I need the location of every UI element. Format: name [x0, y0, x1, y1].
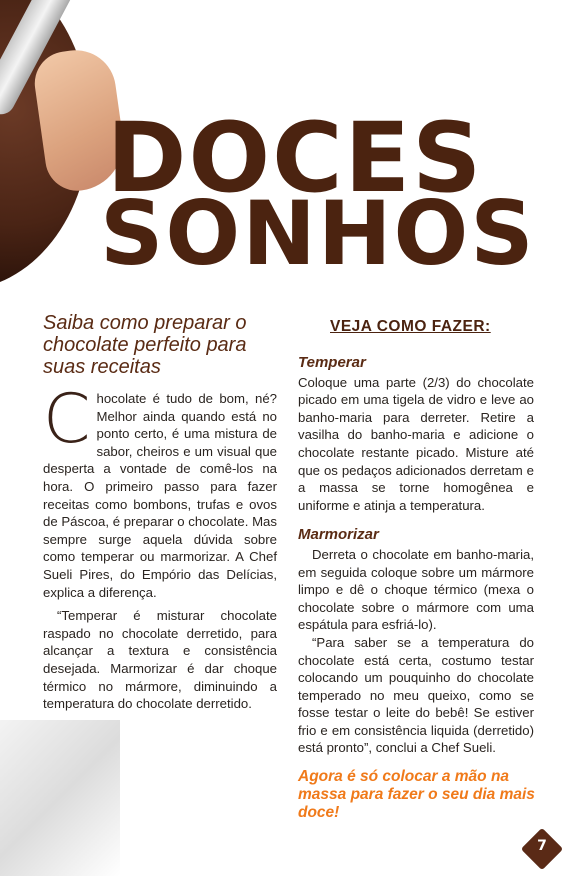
- howto-heading: VEJA COMO FAZER:: [330, 318, 491, 335]
- drop-cap: C: [43, 380, 91, 459]
- howto-column: [298, 354, 534, 769]
- page-number: 7: [537, 838, 547, 854]
- section-title-marmorizar: Marmorizar: [298, 526, 379, 544]
- section-text-marmorizar-1: Derreta o chocolate em banho-maria, em seguida coloque sobre um mármore limpo e dê o choque térmico (mexa o chocolate sobre o mármore com uma espátula para esfriá-lo).: [298, 546, 534, 633]
- intro-paragraph-2: “Temperar é misturar chocolate raspado no chocolate derretido, para alcançar a textura e consistência desejada. Marmorizar é dar choque térmico no mármore, diminuindo a temperatura do chocolate derretido.: [43, 608, 277, 712]
- section-text-marmorizar-2: “Para saber se a temperatura do chocolate está certa, costumo testar colocando um pouquinho do chocolate temperado no meu queixo, como se fosse testar o leite do bebê! Se estiver frio e em consistência liquida (derretido) está pronto”, conclui a Chef Sueli.: [298, 634, 534, 756]
- page-title-line1: DOCES: [106, 102, 484, 214]
- call-to-action: Agora é só colocar a mão na massa para fazer o seu dia mais doce!: [298, 768, 535, 821]
- section-text-temperar: Coloque uma parte (2/3) do chocolate picado em uma tigela de vidro e leve ao banho-maria para derreter. Retire a vasilha do banho-maria e adicione o chocolate restante picado. Misture até que os pedaços adicionados derretam e a massa se torne homogênea e uniforme e atinja a temperatura.: [298, 374, 534, 513]
- page-title-line2: SONHOS: [100, 182, 536, 285]
- cloth-image: [0, 720, 120, 876]
- intro-column: [43, 380, 277, 719]
- intro-paragraph-1: hocolate é tudo de bom, né? Melhor ainda quando está no ponto certo, é uma mistura de sabor, cheiros e um visual que desperta a vontade de comê-los na hora. O primeiro passo para fazer receitas como bombons, trufas e ovos de Páscoa, é preparar o chocolate. Mas sempre surge aquela dúvida sobre como temperar ou marmorizar. A Chef Sueli Pires, do Empório das Delícias, explica a diferença.: [43, 391, 277, 600]
- subheading: Saiba como preparar o chocolate perfeito para suas receitas: [43, 312, 247, 378]
- section-marmorizar: [298, 526, 534, 757]
- section-title-temperar: Temperar: [298, 354, 366, 371]
- section-temperar: [298, 354, 534, 514]
